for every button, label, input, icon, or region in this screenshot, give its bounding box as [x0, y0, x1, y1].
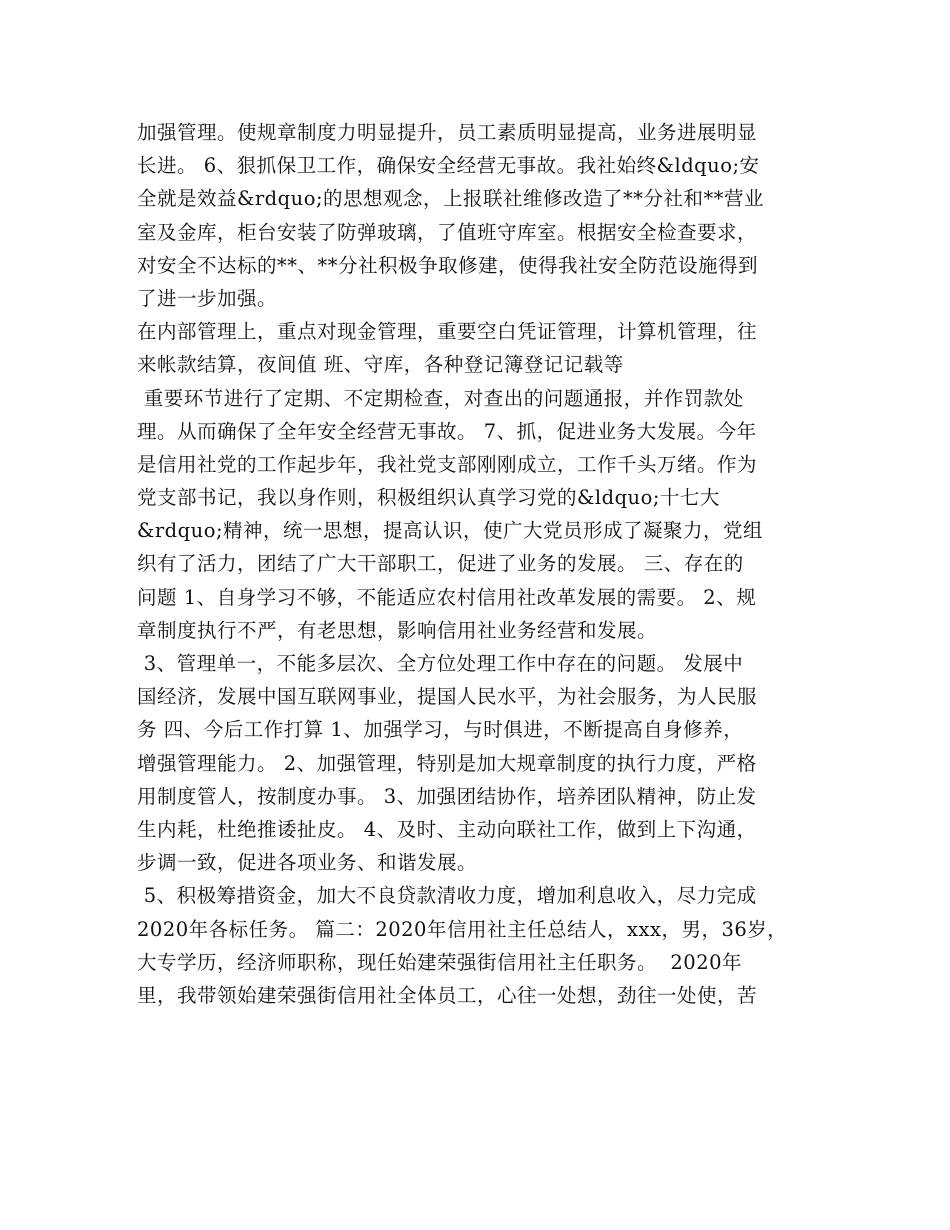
- text-line: 加强管理。使规章制度力明显提升，员工素质明显提高，业务进展明显: [137, 121, 758, 144]
- text-line: 党支部书记，我以身作则，积极组织认真学习党的&ldquo;十七大: [137, 486, 720, 510]
- text-line: &rdquo;精神，统一思想，提高认识，使广大党员形成了凝聚力，党组: [137, 519, 764, 543]
- document-body: [137, 116, 817, 1012]
- text-line: 在内部管理上，重点对现金管理，重要空白凭证管理，计算机管理，往: [137, 320, 758, 344]
- text-line: 全就是效益&rdquo;的思想观念，上报联社维修改造了**分社和**营业: [137, 187, 765, 211]
- text-line: 理。从而确保了全年安全经营无事故。 7、抓，促进业务大发展。今年: [137, 419, 757, 443]
- text-line: 用制度管人，按制度办事。 3、加强团结协作，培养团队精神，防止发: [137, 784, 757, 808]
- text-line: 重要环节进行了定期、不定期检查，对查出的问题通报，并作罚款处: [137, 386, 744, 410]
- text-line: 增强管理能力。 2、加强管理，特别是加大规章制度的执行力度，严格: [137, 751, 757, 775]
- text-line: 织有了活力，团结了广大干部职工，促进了业务的发展。 三、存在的: [137, 552, 744, 576]
- text-line: 步调一致，促进各项业务、和谐发展。: [137, 851, 478, 875]
- text-line: 里，我带领始建荣强街信用社全体员工，心往一处想，劲往一处使，苦: [137, 983, 758, 1007]
- text-line: 问题 1、自身学习不够，不能适应农村信用社改革发展的需要。 2、规: [137, 585, 757, 609]
- text-line: 来帐款结算，夜间值 班、守库，各种登记簿登记记载等: [137, 353, 624, 377]
- text-line: 室及金库，柜台安装了防弹玻璃，了值班守库室。根据安全检查要求，: [137, 220, 758, 244]
- text-line: 5、积极筹措资金，加大不良贷款清收力度，增加利息收入，尽力完成: [137, 884, 757, 908]
- text-line: 大专学历，经济师职称，现任始建荣强街信用社主任职务。 2020年: [137, 950, 743, 974]
- text-line: 3、管理单一，不能多层次、全方位处理工作中存在的问题。 发展中: [137, 652, 744, 675]
- text-line: 长进。 6、狠抓保卫工作，确保安全经营无事故。我社始终&ldquo;安: [137, 154, 760, 178]
- text-line: 是信用社党的工作起步年，我社党支部刚刚成立，工作千头万绪。作为: [137, 452, 758, 476]
- text-line: 章制度执行不严，有老思想，影响信用社业务经营和发展。: [137, 618, 658, 642]
- text-line: 务 四、今后工作打算 1、加强学习，与时俱进，不断提高自身修养，: [137, 718, 744, 742]
- text-line: 了进一步加强。: [137, 286, 278, 310]
- text-line: 生内耗，杜绝推诿扯皮。 4、及时、主动向联社工作，做到上下沟通，: [137, 817, 757, 841]
- text-line: 对安全不达标的**、**分社积极争取修建，使得我社安全防范设施得到: [137, 253, 759, 277]
- text-line: 2020年各标任务。 篇二：2020年信用社主任总结人，xxx，男，36岁，: [137, 917, 788, 941]
- text-line: 国经济，发展中国互联网事业，提国人民水平，为社会服务，为人民服: [137, 685, 758, 709]
